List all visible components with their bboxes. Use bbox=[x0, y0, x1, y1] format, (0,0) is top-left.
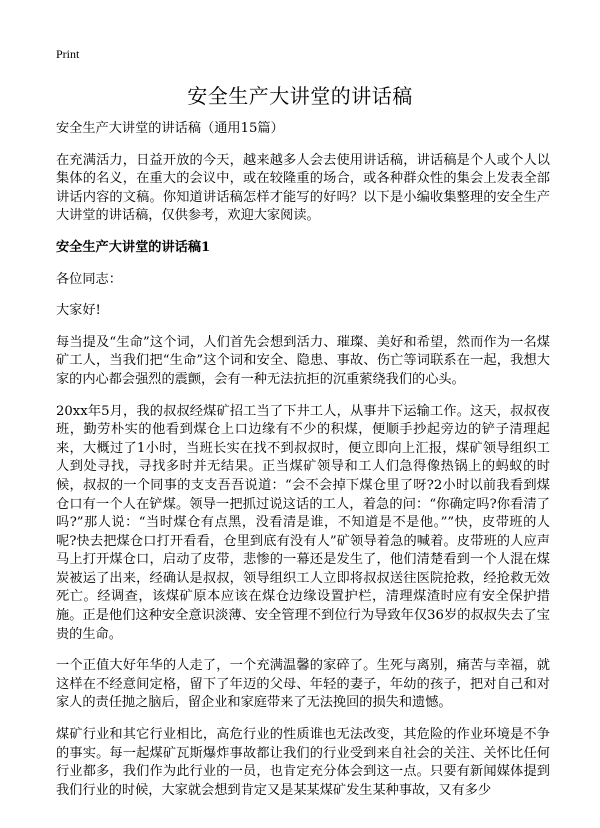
intro-paragraph: 在充满活力，日益开放的今天，越来越多人会去使用讲话稿，讲话稿是个人或个人以集体的名义，在重大的会议中，或在较隆重的场合，或各种群众性的集会上发表全部讲话内容的文稿。你知道讲话稿怎样才能写的好吗？以下是小编收集整理的安全生产大讲堂的讲话稿，仅供参考，欢迎大家阅读。 bbox=[56, 152, 550, 224]
body-paragraph-3: 一个正值大好年华的人走了，一个充满温馨的家碎了。生死与离别，痛苦与幸福，就这样在不经意间定格，留下了年迈的父母、年轻的妻子，年幼的孩子，把对自己和对家人的责任抛之脑后，留企业和家庭带来了无法挽回的损失和遗憾。 bbox=[56, 658, 550, 711]
body-paragraph-2: 20xx年5月，我的叔叔经煤矿招工当了下井工人，从事井下运输工作。这天，叔叔夜班，勤劳朴实的他看到煤仓上口边缘有不少的积煤，便顺手抄起旁边的铲子清理起来，大概过了1小时，当班长实在找不到叔叔时，便立即向上汇报，煤矿领导组织工人到处寻找，寻找多时并无结果。正当煤矿领导和工人们急得像热锅上的蚂蚁的时候，叔叔的一个同事的支支吾吾说道：“会不会掉下煤仓里了呀?2小时以前我看到煤仓口有一个人在铲煤。领导一把抓过说这话的工人，着急的问：“你确定吗?你看清了吗?”那人说：“当时煤仓有点黑，没看清是谁，不知道是不是他。””快，皮带班的人呢?快去把煤仓口打开看看，仓里到底有没有人”矿领导着急的喊着。皮带班的人应声马上打开煤仓口，启动了皮带，悲惨的一幕还是发生了，他们清楚看到一个人混在煤炭被运了出来，经确认是叔叔，领导组织工人立即将叔叔送往医院抢救，经抢救无效死亡。经调查，该煤矿原本应该在煤仓边缘设置护栏，清理煤渣时应有安全保护措施。正是他们这种安全意识淡薄、安全管理不到位行为导致年仅36岁的叔叔失去了宝贵的生命。 bbox=[56, 403, 550, 642]
subtitle-paragraph: 安全生产大讲堂的讲话稿（通用15篇） bbox=[56, 121, 284, 136]
section-heading-1: 安全生产大讲堂的讲话稿1 bbox=[56, 239, 211, 255]
document-body bbox=[56, 120, 550, 813]
body-paragraph-1: 每当提及“生命”这个词，人们首先会想到活力、璀璨、美好和希望，然而作为一名煤矿工人，当我们把“生命”这个词和安全、隐患、事故、伤亡等词联系在一起，我想大家的内心都会强烈的震颤，会有一种无法抗拒的沉重萦绕我们的心头。 bbox=[56, 334, 550, 387]
body-paragraph-4: 煤矿行业和其它行业相比，高危行业的性质谁也无法改变，其危险的作业环境是不争的事实。每一起煤矿瓦斯爆炸事故都让我们的行业受到来自社会的关注、关怀比任何行业都多，我们作为此行业的一员，也肯定充分体会到这一点。只要有新闻媒体提到我们行业的时候，大家就会想到肯定又是某某煤矿发生某种事故，又有多少 bbox=[56, 727, 550, 798]
greeting-paragraph-2: 大家好! bbox=[56, 303, 101, 319]
greeting-paragraph: 各位同志： bbox=[56, 271, 122, 287]
document-title: 安全生产大讲堂的讲话稿 bbox=[187, 84, 413, 108]
print-link[interactable]: Print bbox=[56, 47, 80, 61]
